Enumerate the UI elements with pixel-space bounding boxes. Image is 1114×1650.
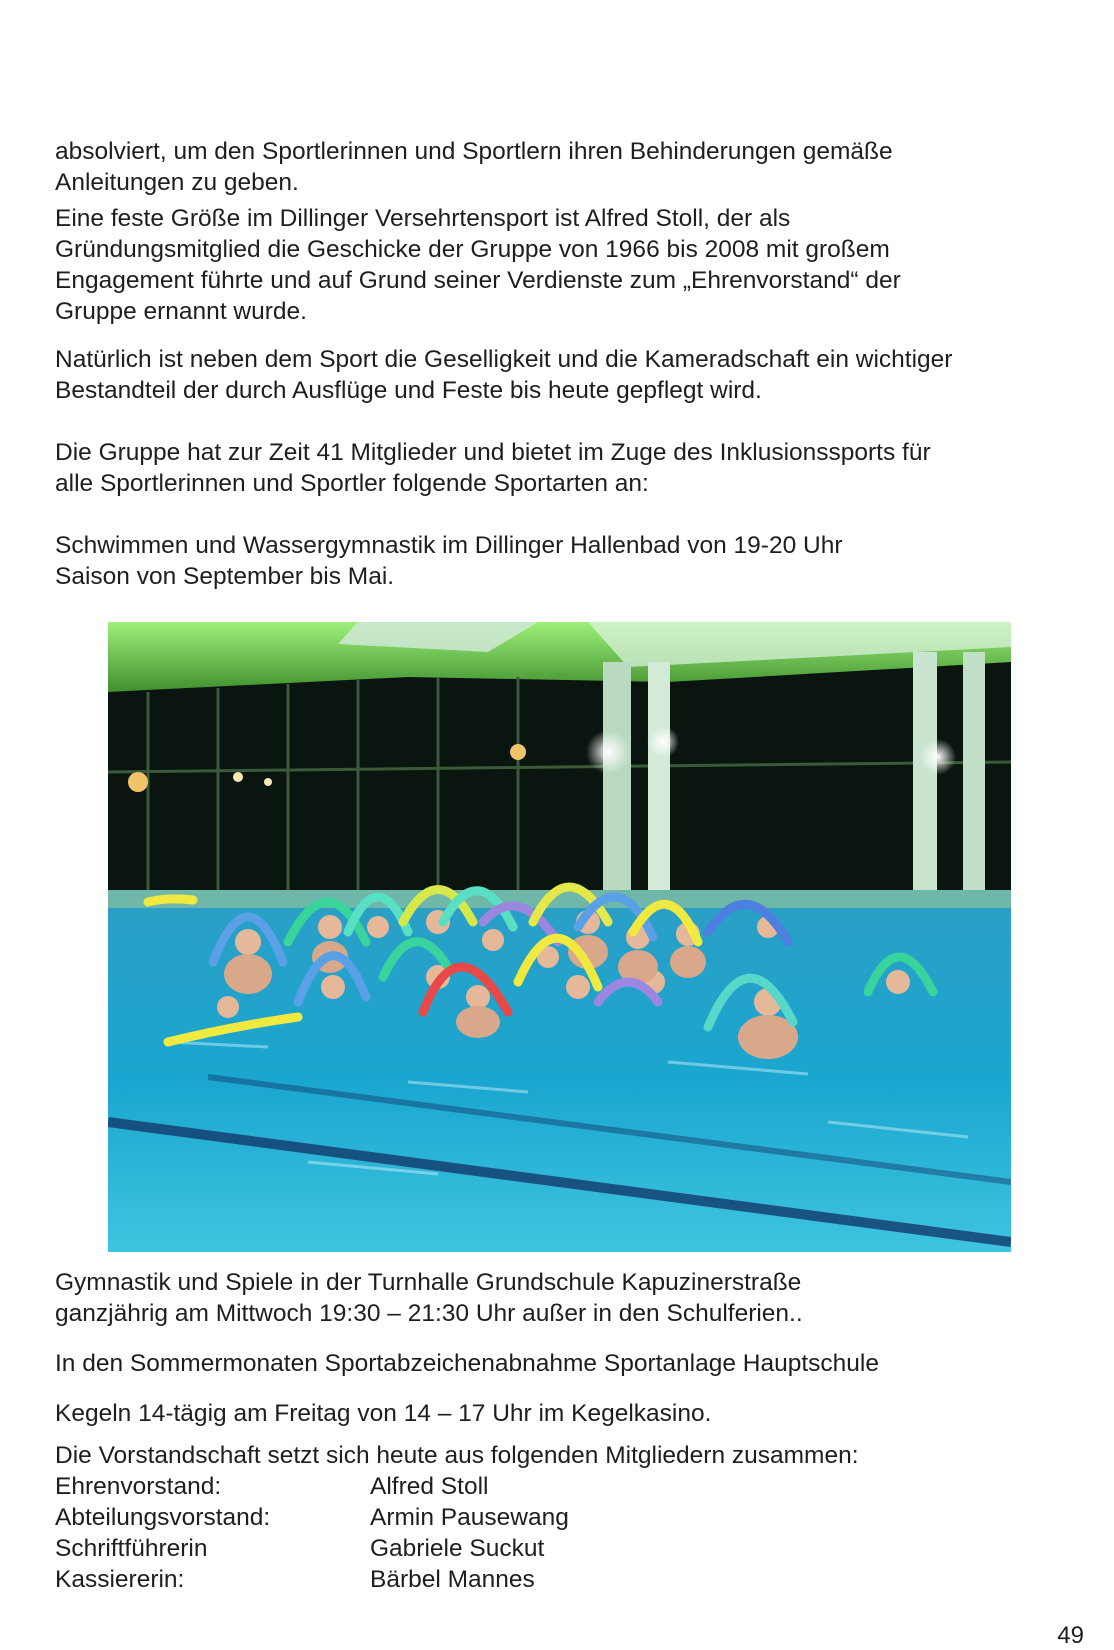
paragraph-members: [55, 437, 1065, 499]
page-number: 49: [1057, 1622, 1084, 1649]
board-role: Kassiererin:: [55, 1566, 185, 1593]
text-line: absolviert, um den Sportlerinnen und Sportlern ihren Behinderungen gemäße: [55, 138, 893, 165]
text-line: Natürlich ist neben dem Sport die Geselligkeit und die Kameradschaft ein wichtiger: [55, 346, 953, 373]
board-row: [55, 1564, 755, 1595]
board-members-list: [55, 1471, 755, 1595]
pool-photo: [108, 622, 1011, 1252]
text-line: Die Vorstandschaft setzt sich heute aus folgenden Mitgliedern zusammen:: [55, 1442, 859, 1469]
text-line: Kegeln 14-tägig am Freitag von 14 – 17 Uhr im Kegelkasino.: [55, 1400, 712, 1427]
paragraph-geselligkeit: [55, 344, 1065, 406]
paragraph-sportabzeichen: [55, 1348, 1065, 1379]
text-line: ganzjährig am Mittwoch 19:30 – 21:30 Uhr außer in den Schulferien..: [55, 1300, 803, 1327]
board-row: [55, 1502, 755, 1533]
text-line: Saison von September bis Mai.: [55, 563, 395, 590]
board-name: Alfred Stoll: [370, 1473, 489, 1500]
paragraph-intro: [55, 136, 1065, 198]
text-line: Eine feste Größe im Dillinger Versehrtensport ist Alfred Stoll, der als: [55, 205, 791, 232]
pool-photo-illustration: [108, 622, 1011, 1252]
paragraph-swimming: [55, 530, 1065, 592]
text-line: Gymnastik und Spiele in der Turnhalle Grundschule Kapuzinerstraße: [55, 1269, 802, 1296]
board-name: Bärbel Mannes: [370, 1566, 535, 1593]
board-role: Ehrenvorstand:: [55, 1473, 222, 1500]
paragraph-vorstandschaft: [55, 1440, 1065, 1471]
text-line: Die Gruppe hat zur Zeit 41 Mitglieder und bietet im Zuge des Inklusionssports für: [55, 439, 931, 466]
text-line: alle Sportlerinnen und Sportler folgende Sportarten an:: [55, 470, 649, 497]
paragraph-kegeln: [55, 1398, 1065, 1429]
paragraph-gymnastik: [55, 1267, 1065, 1329]
text-line: Gruppe ernannt wurde.: [55, 298, 307, 325]
text-line: Engagement führte und auf Grund seiner Verdienste zum „Ehrenvorstand“ der: [55, 267, 901, 294]
board-role: Abteilungsvorstand:: [55, 1504, 271, 1531]
board-role: Schriftführerin: [55, 1535, 208, 1562]
board-row: [55, 1471, 755, 1502]
text-line: Schwimmen und Wassergymnastik im Dillinger Hallenbad von 19-20 Uhr: [55, 532, 843, 559]
board-row: [55, 1533, 755, 1564]
text-line: Anleitungen zu geben.: [55, 169, 299, 196]
board-name: Gabriele Suckut: [370, 1535, 545, 1562]
text-line: In den Sommermonaten Sportabzeichenabnahme Sportanlage Hauptschule: [55, 1350, 880, 1377]
text-line: Bestandteil der durch Ausflüge und Feste bis heute gepflegt wird.: [55, 377, 762, 404]
board-name: Armin Pausewang: [370, 1504, 569, 1531]
paragraph-alfred-stoll: [55, 203, 1065, 327]
text-line: Gründungsmitglied die Geschicke der Gruppe von 1966 bis 2008 mit großem: [55, 236, 890, 263]
